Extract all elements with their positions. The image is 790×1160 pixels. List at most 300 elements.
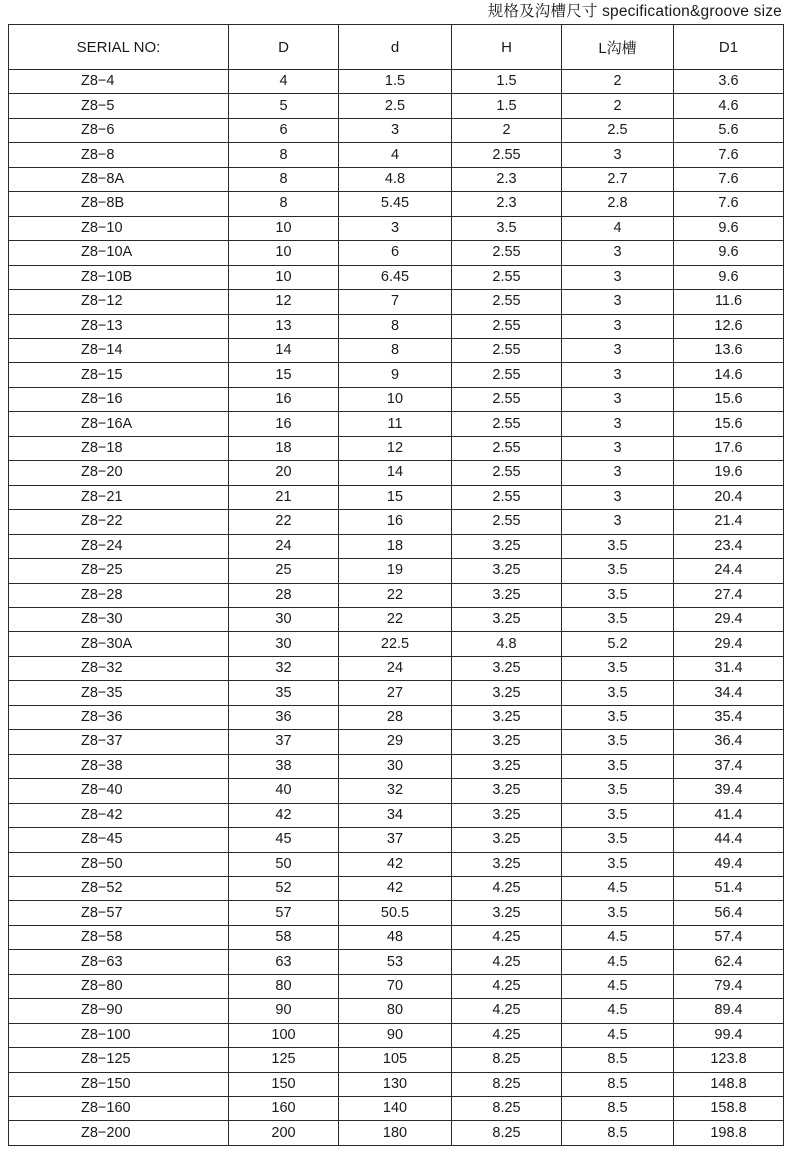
cell-d-outer: 8 <box>229 143 339 167</box>
cell-serial-no: Z8−63 <box>9 950 229 974</box>
table-row <box>9 241 784 265</box>
cell-d-inner: 3 <box>339 118 452 142</box>
cell-serial-no: Z8−32 <box>9 656 229 680</box>
cell-l-groove: 2.7 <box>562 167 674 191</box>
table-row <box>9 705 784 729</box>
cell-d1: 36.4 <box>674 730 784 754</box>
cell-h: 3.5 <box>452 216 562 240</box>
table-row <box>9 436 784 460</box>
cell-h: 3.25 <box>452 681 562 705</box>
cell-h: 8.25 <box>452 1097 562 1121</box>
cell-h: 3.25 <box>452 656 562 680</box>
cell-d1: 13.6 <box>674 338 784 362</box>
cell-d-outer: 14 <box>229 338 339 362</box>
cell-serial-no: Z8−42 <box>9 803 229 827</box>
table-row <box>9 974 784 998</box>
cell-l-groove: 3.5 <box>562 803 674 827</box>
header-row <box>9 25 784 70</box>
cell-l-groove: 4.5 <box>562 925 674 949</box>
table-row <box>9 338 784 362</box>
cell-d1: 57.4 <box>674 925 784 949</box>
table-row <box>9 363 784 387</box>
cell-d-inner: 48 <box>339 925 452 949</box>
cell-d-inner: 27 <box>339 681 452 705</box>
table-caption: 规格及沟槽尺寸 specification&groove size <box>487 3 782 20</box>
cell-d1: 41.4 <box>674 803 784 827</box>
cell-d-outer: 8 <box>229 192 339 216</box>
cell-h: 2.55 <box>452 485 562 509</box>
cell-serial-no: Z8−16A <box>9 412 229 436</box>
cell-l-groove: 3 <box>562 387 674 411</box>
cell-serial-no: Z8−160 <box>9 1097 229 1121</box>
table-row <box>9 265 784 289</box>
cell-d-outer: 38 <box>229 754 339 778</box>
cell-h: 2.55 <box>452 314 562 338</box>
cell-d1: 29.4 <box>674 607 784 631</box>
table-row <box>9 559 784 583</box>
cell-d-inner: 90 <box>339 1023 452 1047</box>
cell-l-groove: 4 <box>562 216 674 240</box>
cell-serial-no: Z8−57 <box>9 901 229 925</box>
cell-l-groove: 4.5 <box>562 999 674 1023</box>
table-row <box>9 901 784 925</box>
cell-d-outer: 15 <box>229 363 339 387</box>
cell-d-outer: 36 <box>229 705 339 729</box>
cell-serial-no: Z8−30A <box>9 632 229 656</box>
cell-d-inner: 6 <box>339 241 452 265</box>
cell-l-groove: 2.8 <box>562 192 674 216</box>
cell-d1: 12.6 <box>674 314 784 338</box>
cell-d-inner: 4 <box>339 143 452 167</box>
cell-serial-no: Z8−35 <box>9 681 229 705</box>
cell-d-inner: 15 <box>339 485 452 509</box>
cell-serial-no: Z8−52 <box>9 876 229 900</box>
cell-d1: 34.4 <box>674 681 784 705</box>
cell-d1: 35.4 <box>674 705 784 729</box>
cell-d1: 31.4 <box>674 656 784 680</box>
cell-l-groove: 3.5 <box>562 583 674 607</box>
cell-serial-no: Z8−10 <box>9 216 229 240</box>
cell-d-inner: 10 <box>339 387 452 411</box>
cell-h: 2.55 <box>452 338 562 362</box>
table-row <box>9 412 784 436</box>
cell-d-inner: 7 <box>339 290 452 314</box>
table-row <box>9 118 784 142</box>
cell-l-groove: 3.5 <box>562 730 674 754</box>
cell-l-groove: 2.5 <box>562 118 674 142</box>
cell-d1: 17.6 <box>674 436 784 460</box>
cell-d-inner: 22 <box>339 583 452 607</box>
cell-serial-no: Z8−6 <box>9 118 229 142</box>
cell-d-outer: 40 <box>229 779 339 803</box>
cell-l-groove: 4.5 <box>562 876 674 900</box>
cell-h: 3.25 <box>452 852 562 876</box>
cell-l-groove: 2 <box>562 94 674 118</box>
cell-l-groove: 3 <box>562 241 674 265</box>
cell-l-groove: 3 <box>562 412 674 436</box>
cell-h: 3.25 <box>452 583 562 607</box>
cell-serial-no: Z8−8B <box>9 192 229 216</box>
cell-h: 4.25 <box>452 1023 562 1047</box>
cell-d-inner: 8 <box>339 314 452 338</box>
cell-d-inner: 16 <box>339 510 452 534</box>
cell-d-inner: 2.5 <box>339 94 452 118</box>
cell-serial-no: Z8−18 <box>9 436 229 460</box>
cell-d-outer: 13 <box>229 314 339 338</box>
cell-d-outer: 80 <box>229 974 339 998</box>
cell-serial-no: Z8−50 <box>9 852 229 876</box>
cell-d-inner: 70 <box>339 974 452 998</box>
cell-h: 2.55 <box>452 143 562 167</box>
cell-serial-no: Z8−21 <box>9 485 229 509</box>
cell-d-inner: 32 <box>339 779 452 803</box>
cell-d-outer: 30 <box>229 632 339 656</box>
cell-l-groove: 2 <box>562 70 674 94</box>
cell-d-inner: 6.45 <box>339 265 452 289</box>
table-row <box>9 510 784 534</box>
cell-d-outer: 8 <box>229 167 339 191</box>
cell-d-outer: 25 <box>229 559 339 583</box>
cell-d-outer: 200 <box>229 1121 339 1146</box>
cell-l-groove: 3.5 <box>562 779 674 803</box>
cell-h: 2.55 <box>452 241 562 265</box>
cell-h: 3.25 <box>452 705 562 729</box>
cell-d1: 198.8 <box>674 1121 784 1146</box>
cell-l-groove: 3.5 <box>562 828 674 852</box>
cell-serial-no: Z8−200 <box>9 1121 229 1146</box>
cell-l-groove: 3.5 <box>562 901 674 925</box>
cell-d-outer: 125 <box>229 1048 339 1072</box>
cell-l-groove: 3.5 <box>562 534 674 558</box>
cell-d-inner: 19 <box>339 559 452 583</box>
cell-h: 3.25 <box>452 754 562 778</box>
cell-serial-no: Z8−13 <box>9 314 229 338</box>
table-row <box>9 314 784 338</box>
cell-serial-no: Z8−28 <box>9 583 229 607</box>
table-body <box>9 70 784 1146</box>
cell-l-groove: 8.5 <box>562 1097 674 1121</box>
cell-h: 2.55 <box>452 387 562 411</box>
cell-d-inner: 42 <box>339 852 452 876</box>
cell-d-inner: 34 <box>339 803 452 827</box>
table-row <box>9 828 784 852</box>
cell-l-groove: 8.5 <box>562 1072 674 1096</box>
cell-d-outer: 18 <box>229 436 339 460</box>
cell-serial-no: Z8−125 <box>9 1048 229 1072</box>
cell-l-groove: 5.2 <box>562 632 674 656</box>
cell-d-inner: 12 <box>339 436 452 460</box>
cell-h: 2.3 <box>452 167 562 191</box>
cell-h: 1.5 <box>452 94 562 118</box>
table-row <box>9 1072 784 1096</box>
cell-d-outer: 28 <box>229 583 339 607</box>
cell-d1: 15.6 <box>674 387 784 411</box>
cell-h: 4.25 <box>452 974 562 998</box>
cell-d-outer: 16 <box>229 387 339 411</box>
cell-serial-no: Z8−100 <box>9 1023 229 1047</box>
cell-serial-no: Z8−16 <box>9 387 229 411</box>
table-header <box>9 25 784 70</box>
table-row <box>9 485 784 509</box>
cell-l-groove: 3 <box>562 338 674 362</box>
cell-d-outer: 42 <box>229 803 339 827</box>
cell-l-groove: 3 <box>562 461 674 485</box>
cell-l-groove: 3 <box>562 510 674 534</box>
cell-h: 3.25 <box>452 828 562 852</box>
table-row <box>9 1121 784 1146</box>
cell-d1: 9.6 <box>674 216 784 240</box>
cell-d1: 89.4 <box>674 999 784 1023</box>
cell-h: 8.25 <box>452 1072 562 1096</box>
cell-serial-no: Z8−14 <box>9 338 229 362</box>
cell-d-outer: 100 <box>229 1023 339 1047</box>
cell-d-outer: 10 <box>229 265 339 289</box>
spec-table <box>8 24 784 1146</box>
cell-d-outer: 37 <box>229 730 339 754</box>
cell-l-groove: 3.5 <box>562 681 674 705</box>
table-row <box>9 167 784 191</box>
cell-serial-no: Z8−10B <box>9 265 229 289</box>
cell-d-outer: 5 <box>229 94 339 118</box>
cell-serial-no: Z8−8 <box>9 143 229 167</box>
cell-h: 2.55 <box>452 436 562 460</box>
cell-serial-no: Z8−4 <box>9 70 229 94</box>
cell-d1: 39.4 <box>674 779 784 803</box>
table-row <box>9 852 784 876</box>
table-row <box>9 387 784 411</box>
cell-h: 4.25 <box>452 925 562 949</box>
cell-d-inner: 37 <box>339 828 452 852</box>
cell-h: 8.25 <box>452 1121 562 1146</box>
cell-h: 2.55 <box>452 265 562 289</box>
cell-h: 3.25 <box>452 803 562 827</box>
table-row <box>9 143 784 167</box>
cell-serial-no: Z8−150 <box>9 1072 229 1096</box>
cell-serial-no: Z8−40 <box>9 779 229 803</box>
cell-d-inner: 140 <box>339 1097 452 1121</box>
cell-d1: 148.8 <box>674 1072 784 1096</box>
cell-h: 2.55 <box>452 510 562 534</box>
cell-d1: 99.4 <box>674 1023 784 1047</box>
cell-h: 4.8 <box>452 632 562 656</box>
cell-d1: 51.4 <box>674 876 784 900</box>
cell-l-groove: 3 <box>562 314 674 338</box>
cell-d-inner: 1.5 <box>339 70 452 94</box>
cell-d-inner: 11 <box>339 412 452 436</box>
cell-l-groove: 3.5 <box>562 852 674 876</box>
cell-l-groove: 3.5 <box>562 607 674 631</box>
header-l-groove: L沟槽 <box>562 25 674 70</box>
cell-l-groove: 3 <box>562 290 674 314</box>
table-row <box>9 632 784 656</box>
cell-d1: 7.6 <box>674 143 784 167</box>
cell-l-groove: 4.5 <box>562 950 674 974</box>
table-row <box>9 876 784 900</box>
cell-l-groove: 3.5 <box>562 656 674 680</box>
cell-serial-no: Z8−25 <box>9 559 229 583</box>
table-row <box>9 803 784 827</box>
table-row <box>9 754 784 778</box>
cell-d-outer: 12 <box>229 290 339 314</box>
cell-d-outer: 30 <box>229 607 339 631</box>
cell-h: 2.3 <box>452 192 562 216</box>
cell-d-inner: 180 <box>339 1121 452 1146</box>
cell-h: 2.55 <box>452 363 562 387</box>
cell-d1: 20.4 <box>674 485 784 509</box>
table-row <box>9 681 784 705</box>
cell-d-outer: 16 <box>229 412 339 436</box>
cell-d1: 49.4 <box>674 852 784 876</box>
cell-serial-no: Z8−38 <box>9 754 229 778</box>
cell-h: 3.25 <box>452 779 562 803</box>
table-row <box>9 534 784 558</box>
cell-h: 2.55 <box>452 290 562 314</box>
cell-d-outer: 58 <box>229 925 339 949</box>
cell-d-outer: 50 <box>229 852 339 876</box>
cell-l-groove: 3.5 <box>562 559 674 583</box>
cell-d-inner: 50.5 <box>339 901 452 925</box>
cell-d1: 44.4 <box>674 828 784 852</box>
cell-h: 3.25 <box>452 559 562 583</box>
cell-serial-no: Z8−15 <box>9 363 229 387</box>
cell-d1: 11.6 <box>674 290 784 314</box>
cell-d-inner: 24 <box>339 656 452 680</box>
cell-d-outer: 32 <box>229 656 339 680</box>
cell-d1: 19.6 <box>674 461 784 485</box>
table-row <box>9 779 784 803</box>
cell-d1: 62.4 <box>674 950 784 974</box>
table-row <box>9 192 784 216</box>
cell-l-groove: 3 <box>562 143 674 167</box>
cell-d1: 29.4 <box>674 632 784 656</box>
cell-d-outer: 20 <box>229 461 339 485</box>
cell-d-inner: 53 <box>339 950 452 974</box>
cell-l-groove: 8.5 <box>562 1121 674 1146</box>
cell-d-inner: 14 <box>339 461 452 485</box>
cell-d-inner: 5.45 <box>339 192 452 216</box>
cell-d-inner: 22.5 <box>339 632 452 656</box>
cell-l-groove: 3.5 <box>562 705 674 729</box>
cell-d-outer: 52 <box>229 876 339 900</box>
cell-d1: 9.6 <box>674 241 784 265</box>
cell-d1: 4.6 <box>674 94 784 118</box>
table-row <box>9 461 784 485</box>
cell-d-inner: 105 <box>339 1048 452 1072</box>
cell-d-inner: 22 <box>339 607 452 631</box>
table-row <box>9 656 784 680</box>
cell-d1: 5.6 <box>674 118 784 142</box>
cell-d-inner: 42 <box>339 876 452 900</box>
cell-d-outer: 10 <box>229 216 339 240</box>
table-row <box>9 607 784 631</box>
cell-d1: 56.4 <box>674 901 784 925</box>
cell-d-outer: 24 <box>229 534 339 558</box>
cell-h: 3.25 <box>452 730 562 754</box>
cell-l-groove: 3 <box>562 436 674 460</box>
cell-d-inner: 18 <box>339 534 452 558</box>
cell-d-outer: 160 <box>229 1097 339 1121</box>
cell-h: 4.25 <box>452 950 562 974</box>
table-row <box>9 583 784 607</box>
cell-d-inner: 30 <box>339 754 452 778</box>
cell-d-outer: 4 <box>229 70 339 94</box>
table-row <box>9 70 784 94</box>
table-row <box>9 999 784 1023</box>
cell-d1: 9.6 <box>674 265 784 289</box>
cell-d1: 79.4 <box>674 974 784 998</box>
cell-d1: 37.4 <box>674 754 784 778</box>
cell-l-groove: 3.5 <box>562 754 674 778</box>
cell-h: 2 <box>452 118 562 142</box>
cell-serial-no: Z8−30 <box>9 607 229 631</box>
cell-serial-no: Z8−58 <box>9 925 229 949</box>
cell-h: 4.25 <box>452 999 562 1023</box>
cell-l-groove: 8.5 <box>562 1048 674 1072</box>
cell-d-outer: 45 <box>229 828 339 852</box>
cell-d-outer: 21 <box>229 485 339 509</box>
cell-d-outer: 6 <box>229 118 339 142</box>
cell-d-outer: 35 <box>229 681 339 705</box>
cell-h: 3.25 <box>452 901 562 925</box>
cell-d1: 123.8 <box>674 1048 784 1072</box>
cell-d1: 24.4 <box>674 559 784 583</box>
table-row <box>9 290 784 314</box>
cell-h: 2.55 <box>452 412 562 436</box>
cell-serial-no: Z8−5 <box>9 94 229 118</box>
cell-d-inner: 3 <box>339 216 452 240</box>
cell-l-groove: 3 <box>562 363 674 387</box>
header-d-outer: D <box>229 25 339 70</box>
table-row <box>9 1048 784 1072</box>
cell-d-outer: 10 <box>229 241 339 265</box>
cell-l-groove: 4.5 <box>562 974 674 998</box>
header-d1: D1 <box>674 25 784 70</box>
cell-h: 3.25 <box>452 607 562 631</box>
cell-h: 1.5 <box>452 70 562 94</box>
table-row <box>9 950 784 974</box>
cell-h: 8.25 <box>452 1048 562 1072</box>
cell-d-outer: 22 <box>229 510 339 534</box>
cell-d1: 7.6 <box>674 167 784 191</box>
cell-d1: 21.4 <box>674 510 784 534</box>
cell-serial-no: Z8−80 <box>9 974 229 998</box>
cell-d1: 158.8 <box>674 1097 784 1121</box>
table-row <box>9 94 784 118</box>
cell-serial-no: Z8−20 <box>9 461 229 485</box>
cell-h: 4.25 <box>452 876 562 900</box>
cell-serial-no: Z8−8A <box>9 167 229 191</box>
table-row <box>9 925 784 949</box>
cell-serial-no: Z8−37 <box>9 730 229 754</box>
cell-d1: 7.6 <box>674 192 784 216</box>
header-d-inner: d <box>339 25 452 70</box>
cell-d-inner: 28 <box>339 705 452 729</box>
cell-d-inner: 29 <box>339 730 452 754</box>
table-row <box>9 730 784 754</box>
table-row <box>9 1023 784 1047</box>
cell-d-inner: 80 <box>339 999 452 1023</box>
cell-d-outer: 90 <box>229 999 339 1023</box>
cell-serial-no: Z8−12 <box>9 290 229 314</box>
cell-serial-no: Z8−10A <box>9 241 229 265</box>
cell-d-outer: 63 <box>229 950 339 974</box>
cell-l-groove: 3 <box>562 485 674 509</box>
cell-serial-no: Z8−45 <box>9 828 229 852</box>
cell-d-inner: 4.8 <box>339 167 452 191</box>
cell-d1: 27.4 <box>674 583 784 607</box>
cell-d1: 14.6 <box>674 363 784 387</box>
cell-l-groove: 3 <box>562 265 674 289</box>
